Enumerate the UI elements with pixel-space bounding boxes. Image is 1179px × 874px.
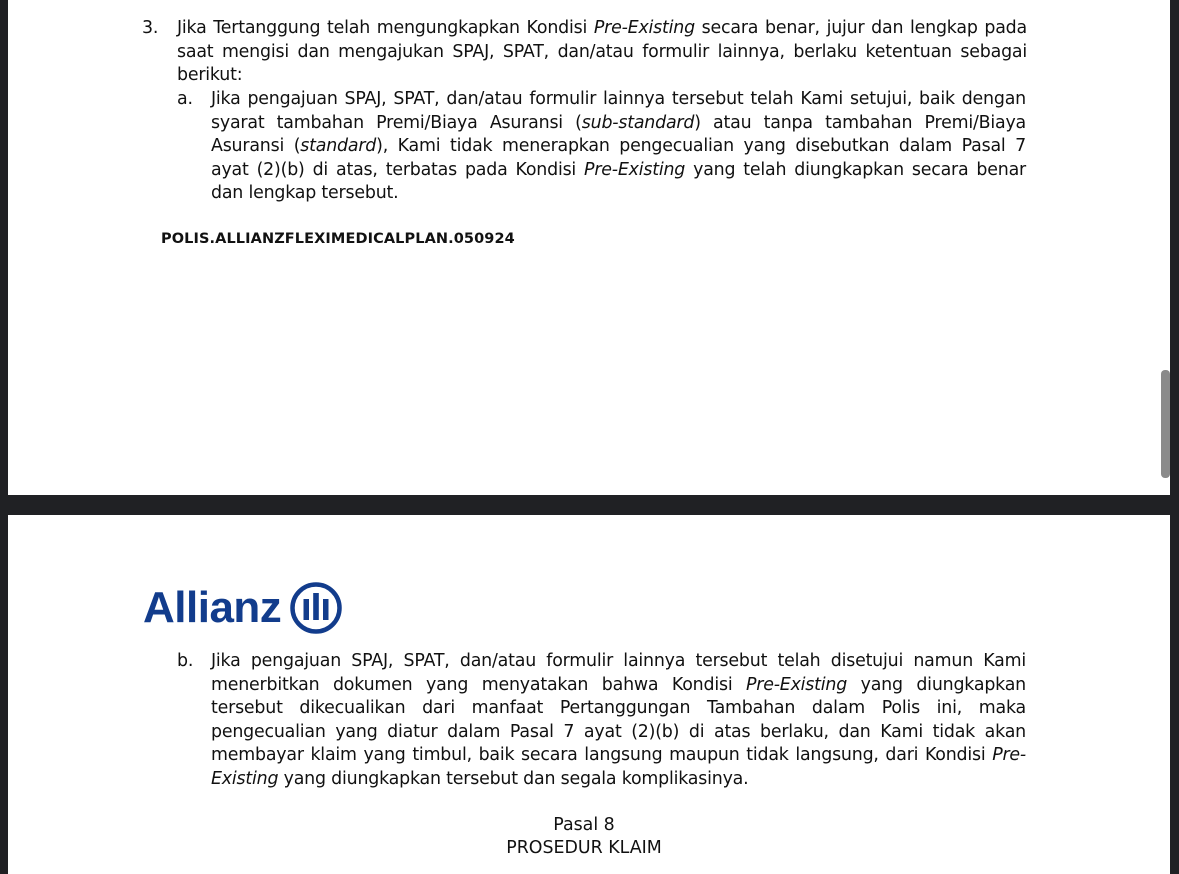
- subclause-text: Jika pengajuan SPAJ, SPAT, dan/atau formulir lainnya tersebut telah Kami setujui, baik dengan syarat tambahan Premi/Biaya Asuransi (sub-standard) atau tanpa tambahan Premi/Biaya Asuransi (standard), Kami tidak menerapkan pengecualian yang disebutkan dalam Pasal 7 ayat (2)(b) di atas, terbatas pada Kondisi Pre-Existing yang telah diungkapkan secara benar dan lengkap tersebut.: [211, 89, 1027, 203]
- document-page-1: [8, 0, 1170, 495]
- subclause-letter: a.: [177, 89, 193, 109]
- clause-number: 3.: [142, 18, 159, 38]
- clause-text: Jika Tertanggung telah mengungkapkan Kondisi Pre-Existing secara benar, jujur dan lengkap pada saat mengisi dan mengajukan SPAJ, SPAT, dan/atau formulir lainnya, berlaku ketentuan sebagai berikut:: [177, 18, 1027, 85]
- document-page-2: [8, 515, 1170, 874]
- allianz-eagle-icon: [290, 582, 342, 634]
- article-number: Pasal 8: [553, 815, 615, 835]
- subclause-letter: b.: [177, 651, 194, 671]
- allianz-logo: [143, 579, 342, 637]
- vertical-scrollbar[interactable]: [1161, 370, 1170, 478]
- policy-code-footer: POLIS.ALLIANZFLEXIMEDICALPLAN.050924: [161, 231, 515, 247]
- subclause-text: Jika pengajuan SPAJ, SPAT, dan/atau formulir lainnya tersebut telah disetujui namun Kami menerbitkan dokumen yang menyatakan bahwa Kondisi Pre-Existing yang diungkapkan tersebut dikecualikan dari manfaat Pertanggungan Tambahan dalam Polis ini, maka pengecualian yang diatur dalam Pasal 7 ayat (2)(b) di atas berlaku, dan Kami tidak akan membayar klaim yang timbul, baik secara langsung maupun tidak langsung, dari Kondisi Pre-Existing yang diungkapkan tersebut dan segala komplikasinya.: [211, 651, 1027, 789]
- logo-wordmark: Allianz: [143, 583, 282, 632]
- article-title: PROSEDUR KLAIM: [506, 838, 662, 858]
